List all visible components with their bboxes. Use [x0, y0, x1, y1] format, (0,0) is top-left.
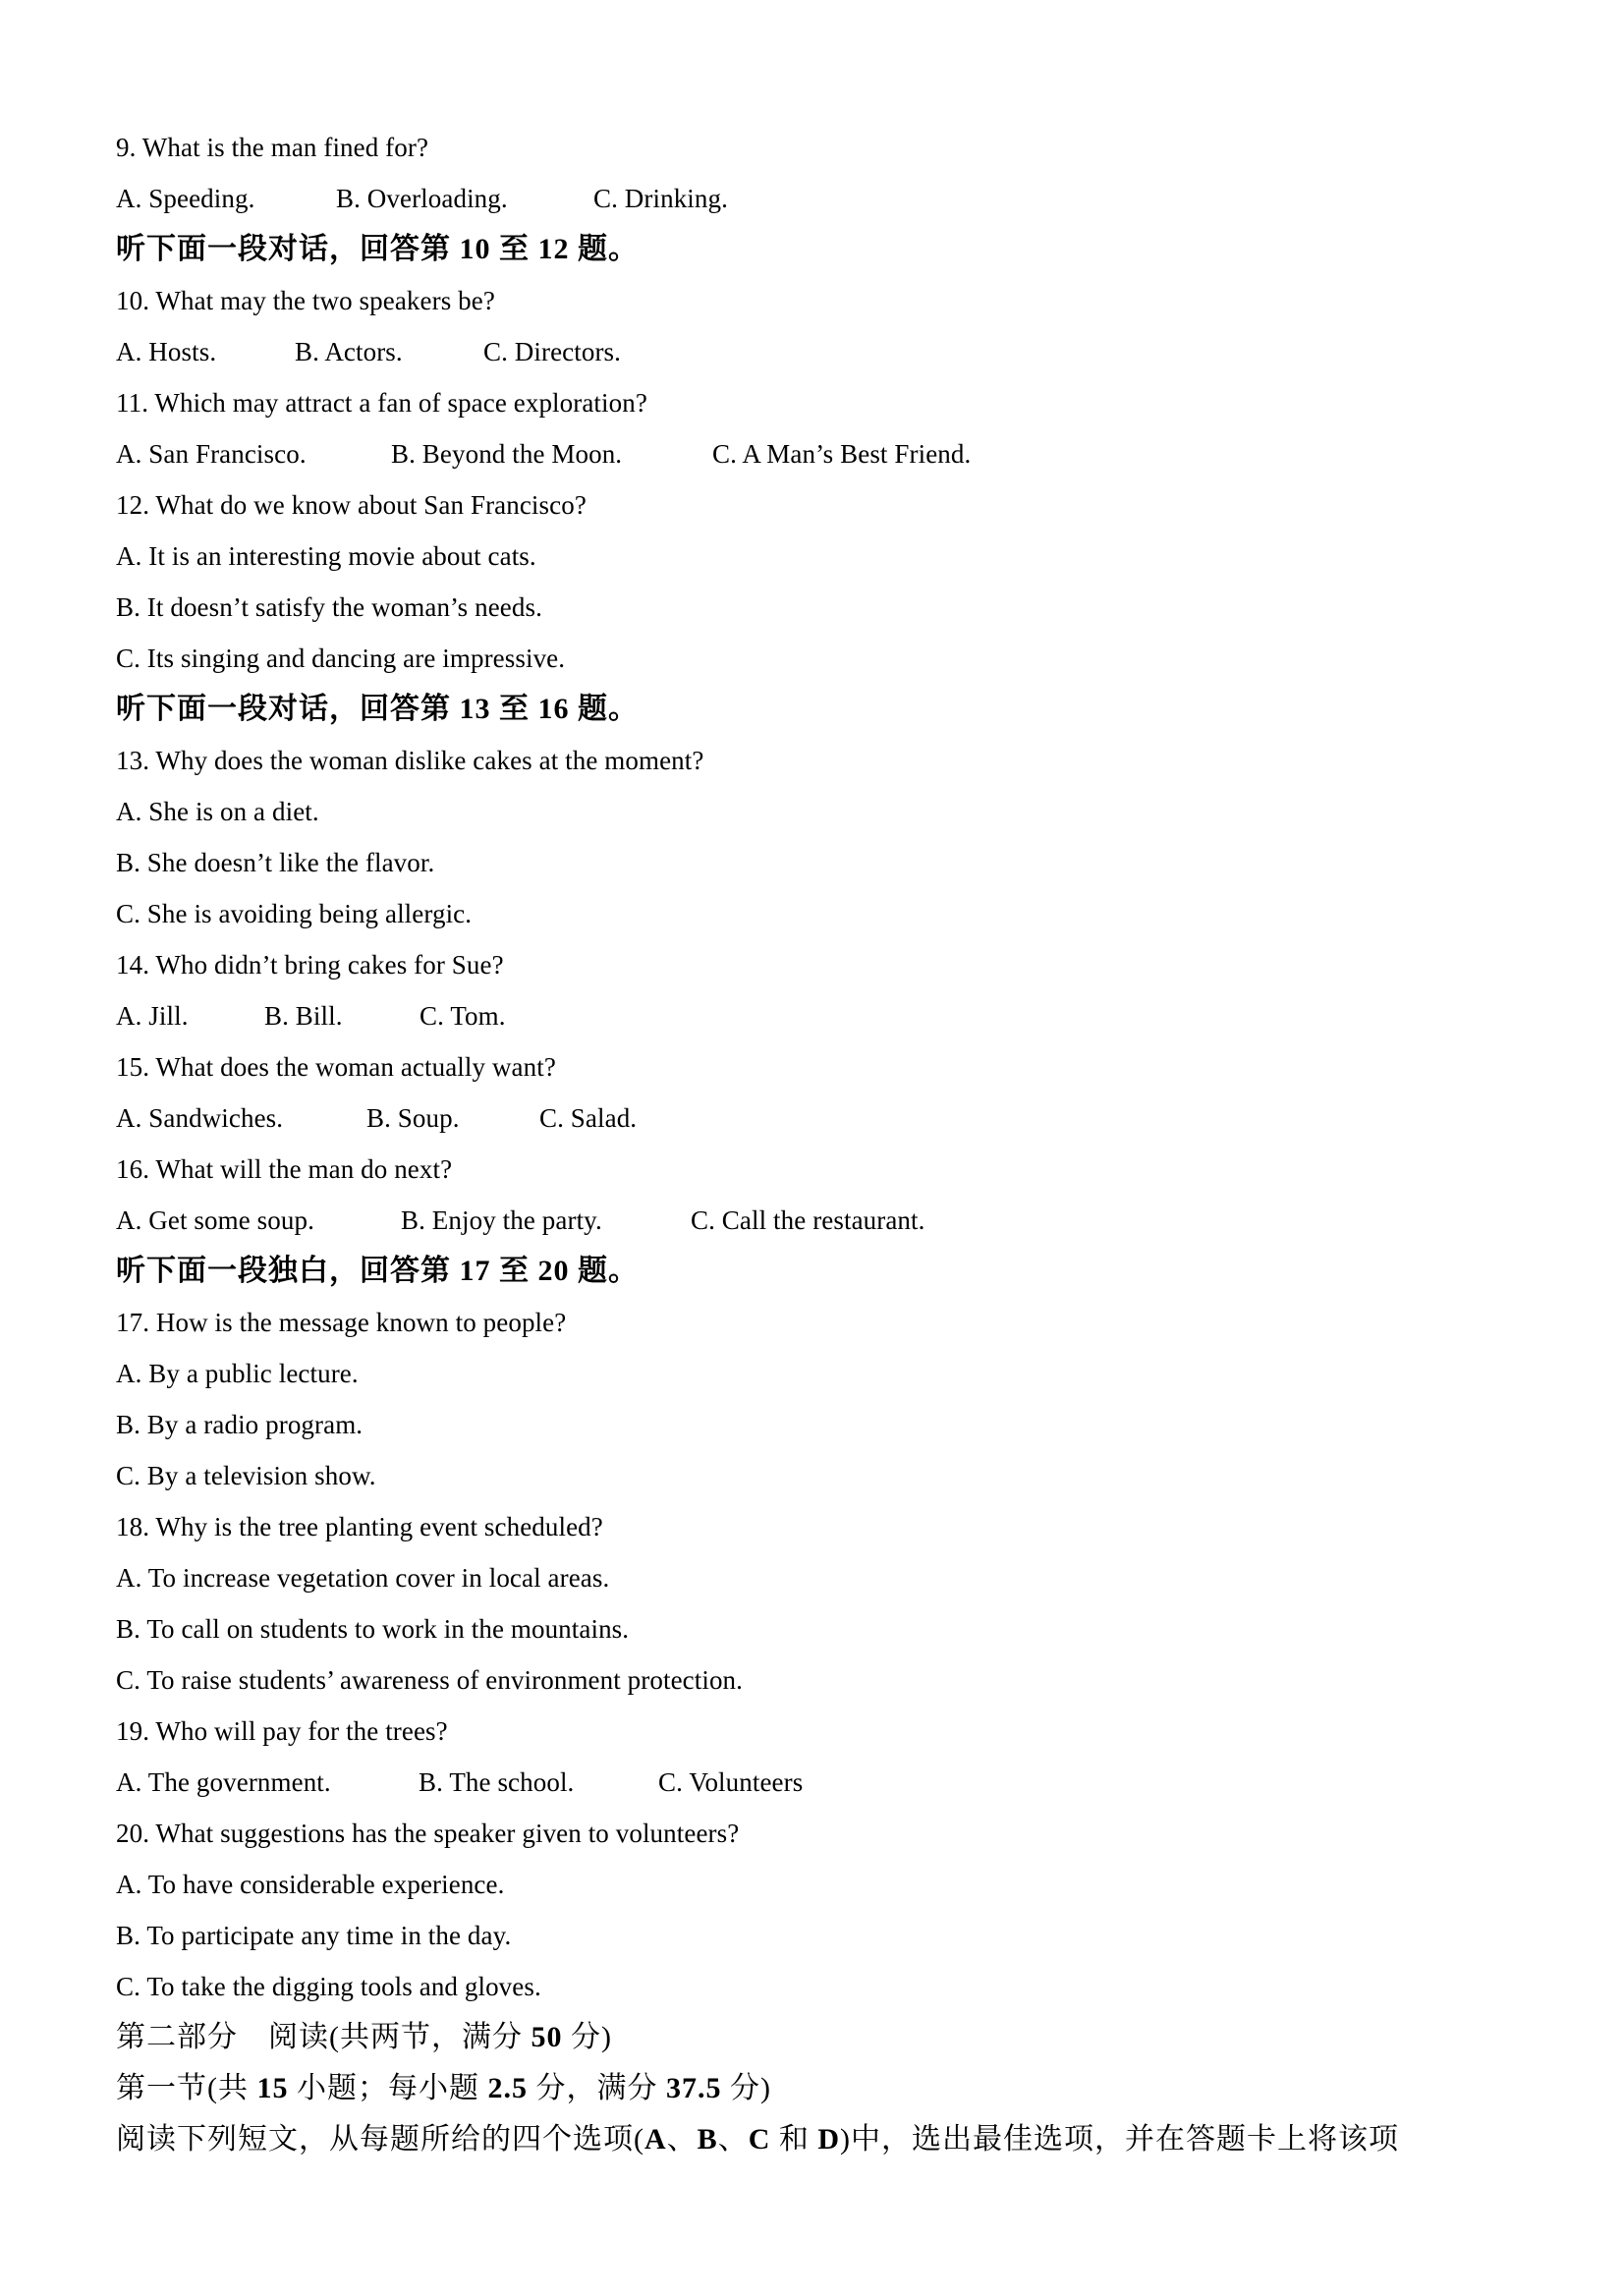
- answer-option: A. By a public lecture.: [116, 1359, 359, 1388]
- part-heading: 第一节(共 15 小题；每小题 2.5 分，满分 37.5 分): [116, 2072, 771, 2104]
- question-text: 18. Why is the tree planting event scheduled?: [116, 1512, 603, 1541]
- answer-option: C. Directors.: [483, 337, 622, 366]
- answer-option: A. Sandwiches.: [116, 1103, 284, 1133]
- section-instruction: 听下面一段对话，回答第 10 至 12 题。: [116, 233, 639, 265]
- answer-option: C. To raise students’ awareness of environment protection.: [116, 1665, 743, 1695]
- answer-option: A. To increase vegetation cover in local areas.: [116, 1563, 610, 1593]
- answer-option: B. Actors.: [295, 337, 403, 366]
- answer-option: C. By a television show.: [116, 1461, 376, 1490]
- question-text: 13. Why does the woman dislike cakes at the moment?: [116, 746, 704, 775]
- answer-option: A. Speeding.: [116, 184, 255, 213]
- answer-option: A. Get some soup.: [116, 1205, 314, 1235]
- section-instruction: 听下面一段对话，回答第 13 至 16 题。: [116, 693, 639, 725]
- answer-option: C. Tom.: [420, 1001, 506, 1031]
- answer-option: A. Jill.: [116, 1001, 189, 1031]
- question-text: 16. What will the man do next?: [116, 1154, 453, 1184]
- answer-option: B. By a radio program.: [116, 1410, 364, 1439]
- answer-option: B. Beyond the Moon.: [391, 439, 623, 469]
- question-text: 17. How is the message known to people?: [116, 1308, 567, 1337]
- question-text: 15. What does the woman actually want?: [116, 1052, 556, 1082]
- question-text: 11. Which may attract a fan of space exploration?: [116, 388, 647, 418]
- answer-option: A. San Francisco.: [116, 439, 307, 469]
- answer-option: A. Hosts.: [116, 337, 217, 366]
- question-text: 12. What do we know about San Francisco?: [116, 490, 587, 520]
- answer-option: C. Salad.: [539, 1103, 638, 1133]
- part-heading: 阅读下列短文，从每题所给的四个选项(A、B、C 和 D)中，选出最佳选项，并在答题卡上将该项: [116, 2123, 1400, 2156]
- question-text: 14. Who didn’t bring cakes for Sue?: [116, 950, 504, 980]
- question-text: 20. What suggestions has the speaker given to volunteers?: [116, 1819, 740, 1848]
- question-text: 19. Who will pay for the trees?: [116, 1716, 448, 1746]
- answer-option: B. She doesn’t like the flavor.: [116, 848, 435, 877]
- option-row: [116, 1195, 1531, 1246]
- answer-option: B. Soup.: [366, 1103, 460, 1133]
- answer-option: B. Overloading.: [336, 184, 508, 213]
- answer-option: B. It doesn’t satisfy the woman’s needs.: [116, 592, 542, 622]
- question-text: 10. What may the two speakers be?: [116, 286, 495, 315]
- option-row: [116, 1092, 1531, 1144]
- answer-option: C. Call the restaurant.: [691, 1205, 925, 1235]
- answer-option: C. Volunteers: [658, 1767, 804, 1797]
- option-row: [116, 428, 1531, 479]
- option-row: [116, 326, 1531, 377]
- answer-option: A. To have considerable experience.: [116, 1870, 505, 1899]
- answer-option: C. A Man’s Best Friend.: [712, 439, 972, 469]
- option-row: [116, 990, 1531, 1041]
- answer-option: B. Bill.: [264, 1001, 343, 1031]
- answer-option: C. Drinking.: [593, 184, 728, 213]
- answer-option: C. Its singing and dancing are impressive.: [116, 644, 566, 673]
- answer-option: B. To participate any time in the day.: [116, 1921, 512, 1950]
- answer-option: A. The government.: [116, 1767, 331, 1797]
- section-instruction: 听下面一段独白，回答第 17 至 20 题。: [116, 1255, 639, 1287]
- answer-option: A. It is an interesting movie about cats.: [116, 541, 536, 571]
- exam-page: [116, 122, 1531, 2165]
- answer-option: C. She is avoiding being allergic.: [116, 899, 473, 928]
- answer-option: B. Enjoy the party.: [401, 1205, 602, 1235]
- option-row: [116, 1757, 1531, 1808]
- answer-option: B. The school.: [419, 1767, 575, 1797]
- part-heading: 第二部分 阅读(共两节，满分 50 分): [116, 2021, 612, 2053]
- answer-option: A. She is on a diet.: [116, 797, 319, 826]
- answer-option: C. To take the digging tools and gloves.: [116, 1972, 541, 2001]
- answer-option: B. To call on students to work in the mountains.: [116, 1614, 630, 1644]
- option-row: [116, 173, 1531, 224]
- question-text: 9. What is the man fined for?: [116, 133, 429, 162]
